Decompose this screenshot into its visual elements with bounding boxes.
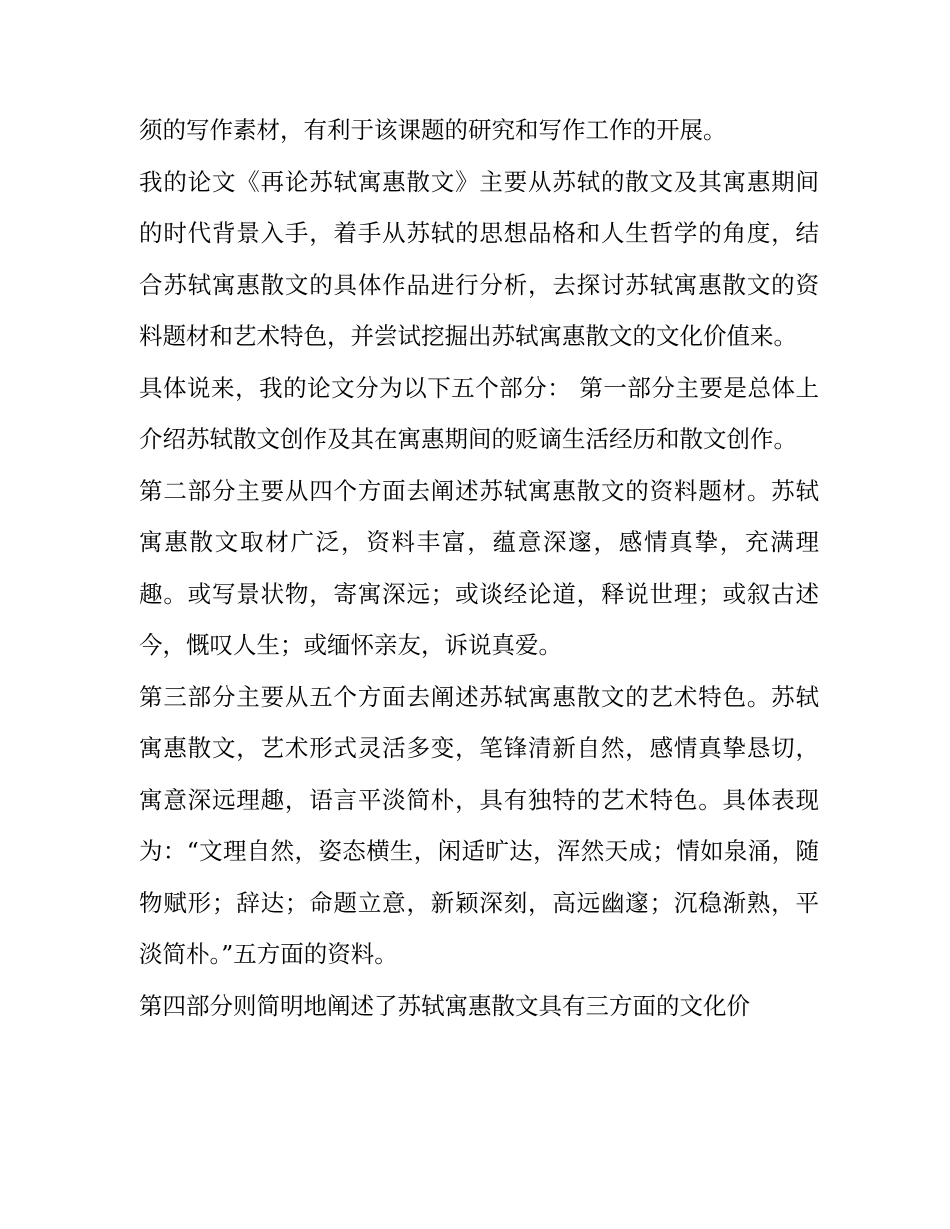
paragraph-4: 第二部分主要从四个方面去阐述苏轼寓惠散文的资料题材。苏轼寓惠散文取材广泛，资料丰富，蕴意深邃，感情真挚，充满理趣。或写景状物，寄寓深远；或谈经论道，释说世理；或叙古述今，慨叹人生；或缅怀亲友，诉说真爱。 bbox=[139, 476, 819, 659]
paragraph-2: 我的论文《再论苏轼寓惠散文》主要从苏轼的散文及其寓惠期间的时代背景入手，着手从苏轼的思想品格和人生哲学的角度，结合苏轼寓惠散文的具体作品进行分析，去探讨苏轼寓惠散文的资料题材和艺术特色，并尝试挖掘出苏轼寓惠散文的文化价值来。 bbox=[139, 167, 819, 350]
paragraph-5: 第三部分主要从五个方面去阐述苏轼寓惠散文的艺术特色。苏轼寓惠散文，艺术形式灵活多变，笔锋清新自然，感情真挚恳切，寓意深远理趣，语言平淡简朴，具有独特的艺术特色。具体表现为：“文理自然，姿态横生，闲适旷达，浑然天成；情如泉涌，随物赋形；辞达；命题立意，新颖深刻，高远幽邃；沉稳渐熟，平淡简朴。”五方面的资料。 bbox=[139, 682, 819, 968]
document-body bbox=[139, 105, 819, 1032]
paragraph-6: 第四部分则简明地阐述了苏轼寓惠散文具有三方面的文化价 bbox=[139, 991, 750, 1020]
paragraph-1: 须的写作素材，有利于该课题的研究和写作工作的开展。 bbox=[139, 116, 727, 144]
paragraph-3: 具体说来，我的论文分为以下五个部分： 第一部分主要是总体上介绍苏轼散文创作及其在寓惠期间的贬谪生活经历和散文创作。 bbox=[139, 373, 819, 453]
